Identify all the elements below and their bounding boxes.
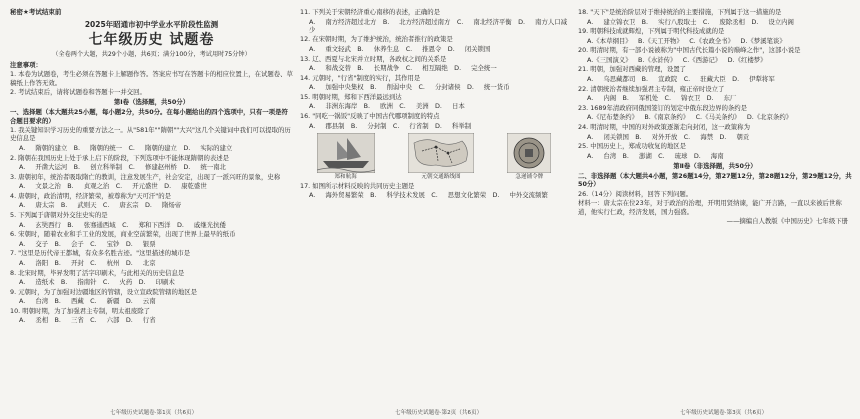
option: C. 相互隔绝 xyxy=(405,64,448,73)
question-text: 8. 北宋时期，毕昇发明了活字印刷术，与此相关的历史信息是 xyxy=(10,268,185,277)
option: C. 废除丞相 xyxy=(702,17,745,26)
option: B. 隋朝的统一 xyxy=(73,144,123,152)
question-text: 17. 如图所示材料反映的共同历史主题是 xyxy=(300,181,415,190)
option: A. 海外贸易繁荣 xyxy=(309,191,364,200)
option: A. 开凿大运河 xyxy=(19,163,68,172)
question-text: 6. 宋朝时，随着农业和手工业的发展，商业空前繁荣，出现了世界上最早的纸币 xyxy=(10,230,236,239)
option: C. 宝钞 xyxy=(90,239,120,248)
option: D. 海南 xyxy=(693,151,724,160)
question-options xyxy=(10,259,293,267)
question-text: 12. 在宋朝时期，为了维护统治，统治者推行的政策是 xyxy=(300,35,453,44)
option: D. 伊犁将军 xyxy=(732,75,775,84)
notes-title: 注意事项： xyxy=(10,60,42,69)
option: D. 行省 xyxy=(125,316,156,325)
column-3 xyxy=(578,8,852,403)
question-options xyxy=(10,144,293,152)
question-options xyxy=(578,75,852,83)
option: B. 实行八股取士 xyxy=(641,17,697,26)
question-text: 24. 明清时期，中国的对外政策逐渐走向封闭，这一政策称为 xyxy=(578,122,750,131)
option: B.《南京条约》 xyxy=(644,113,690,122)
option: C. 新疆 xyxy=(90,297,120,306)
option: B. 会子 xyxy=(54,239,84,248)
question-26: 26.（14分）阅读材料，回答下列问题。 xyxy=(578,189,693,198)
note-item: 1. 本卷为试题卷，考生必须在答题卡上解题作答。答案应书写在答题卡的相应位置上，在试题卷、草稿纸上作答无效。 xyxy=(10,70,293,87)
question-text: 2. 隋朝在我国历史上处于承上启下的阶段，下列选项中不能体现隋朝的表述是 xyxy=(10,153,230,162)
q26-material: 材料一：唐太宗在位23年，对于政治的治理，开明用贤纳谏，能广开言路，一直以来被后世称道，他实行仁政，经济发展，国力强盛。 xyxy=(578,199,842,216)
question-text: 15. 明朝时期，郑和下西洋最远到达 xyxy=(300,92,402,101)
option: B.《水浒传》 xyxy=(638,55,677,64)
question-options xyxy=(300,45,568,53)
option: A. 隋朝的建立 xyxy=(19,144,68,152)
question-options xyxy=(578,37,852,45)
question-options xyxy=(578,113,852,121)
question-text: 21. 明朝，加强对西藏的管理，设置了 xyxy=(578,65,687,74)
option: C.《西游记》 xyxy=(682,55,722,64)
question-text: 19. 明朝科技成就辉煌，下列属于明代科技成就的是 xyxy=(578,27,725,36)
option: D. 设立内阁 xyxy=(751,17,794,26)
question-list xyxy=(300,8,568,130)
figure-row xyxy=(300,133,568,181)
option: B. 武则天 xyxy=(60,201,97,210)
question-text: 3. 唐朝初年，统治者吸取隋亡的教训，注意发展生产，社会安定，出现了一派兴旺的景象，史称 xyxy=(10,172,281,181)
figure-ship xyxy=(317,133,375,181)
option: C. 锦衣卫 xyxy=(664,94,701,103)
question-options xyxy=(10,163,293,171)
column-2 xyxy=(300,8,568,403)
question-text: 18. "天下"是统治阶层对于维持统治的主要措施，下列属于这一措施的是 xyxy=(578,8,782,16)
option: A. 唐太宗 xyxy=(19,201,55,210)
column-1 xyxy=(10,8,293,403)
question-options xyxy=(300,191,568,199)
question-text: 16. "同吃一锅饭"反映了中国古代哪项制度的特点 xyxy=(300,111,440,120)
option: A. 台湾 xyxy=(19,297,49,306)
option: D. 科举制 xyxy=(435,121,472,130)
question-list xyxy=(578,8,852,160)
option: B. 澎湖 xyxy=(622,151,652,160)
option: C. 六部 xyxy=(90,316,120,325)
option: D. 朝贡 xyxy=(719,132,750,141)
exam-meta: （全卷两个大题，共29个小题，共6页；满分100分，考试用时75分钟） xyxy=(52,50,251,58)
option: A. 文景之治 xyxy=(19,182,61,191)
option: D. 南方人口减少 xyxy=(309,17,568,34)
option: C. 南北经济平衡 xyxy=(456,17,512,26)
option: C. 美洲 xyxy=(399,102,429,111)
subject-title: 七年级历史 试题卷 xyxy=(88,31,215,48)
option: A. 内阁 xyxy=(587,94,617,103)
option: A. 交子 xyxy=(19,239,49,248)
volume-2-heading: 第Ⅱ卷（非选择题，共50分） xyxy=(673,161,757,170)
figure-map xyxy=(408,133,474,181)
question-options xyxy=(10,201,293,209)
option: B. 分封制 xyxy=(350,121,387,130)
question-text: 23. 1689年清政府同俄国签订的划定中俄东段边界的条约是 xyxy=(578,103,748,112)
option: C. 郑和下西洋 xyxy=(122,220,171,229)
option: D. 完全统一 xyxy=(454,64,497,73)
option: B. 休养生息 xyxy=(357,44,400,53)
option: D. 统一货币 xyxy=(466,83,510,92)
question-text: 20. 明清时期，有一部小说被称为"中国古代长篇小说的巅峰之作"，这部小说是 xyxy=(578,46,801,55)
question-text: 22. 清朝统治者继续加强君主专制，雍正帝时设立了 xyxy=(578,84,725,93)
option: A. 和战交替 xyxy=(309,64,351,73)
option: B. 欧洲 xyxy=(363,102,393,111)
option: A. 非洲东海岸 xyxy=(309,102,358,111)
option: D.《北京条约》 xyxy=(746,113,793,122)
option: A. 郡县制 xyxy=(309,121,345,130)
ship-image xyxy=(317,133,375,173)
map-image xyxy=(408,133,474,173)
page-footer: 七年级历史试题卷·第2页（共6页） xyxy=(395,410,483,416)
option: A.《三国演义》 xyxy=(587,55,632,64)
option: D. 统一南北 xyxy=(183,163,226,172)
option: A. 重文轻武 xyxy=(309,44,351,53)
question-text: 5. 下列属于唐朝对外交往史实的是 xyxy=(10,211,108,220)
question-options xyxy=(578,94,852,102)
option: C. 行省制 xyxy=(392,121,429,130)
option: B. 指南针 xyxy=(60,278,97,287)
question-options xyxy=(578,18,852,26)
option: C. 杭州 xyxy=(90,258,120,267)
question-text: 11. 下列关于宋朝经济重心南移的表述，正确的是 xyxy=(300,8,441,16)
option: D. 实际的建立 xyxy=(183,144,233,152)
option: A. 闭关锁国 xyxy=(587,132,629,141)
option: B.《天工开物》 xyxy=(638,36,683,45)
option: C. 唐玄宗 xyxy=(102,201,139,210)
option: D. 日本 xyxy=(435,102,465,111)
section-2-heading: 二、非选择题（本大题共4小题，第26题14分，第27题12分，第28题12分，第29题12分，共50分） xyxy=(578,172,852,189)
option: D. 东厂 xyxy=(706,94,737,103)
figure-caption: 郑和航海 xyxy=(334,173,357,180)
question-list xyxy=(10,126,293,324)
option: C. 琉球 xyxy=(658,151,688,160)
question-text: 1. 我关键知识学习历史的重要方法之一。从"581年""隋朝""大兴"这几个关键词中我们可以提取的历史信息是 xyxy=(10,126,291,143)
option: A. 台湾 xyxy=(587,151,617,160)
option: C. 开元盛世 xyxy=(115,182,158,191)
page-footer: 七年级历史试题卷·第3页（共6页） xyxy=(680,410,768,416)
option: C. 推恩令 xyxy=(405,44,442,53)
option: B. 削弱中央 xyxy=(370,83,413,92)
question-text: 10. 明朝时期，为了加强君主专制，明太祖废除了 xyxy=(10,306,151,315)
option: B. 开封 xyxy=(54,258,84,267)
question-options xyxy=(10,297,293,305)
question-options xyxy=(300,18,568,34)
section-1-heading: 一、选择题（本大题共25小题，每小题2分，共50分。在每小题给出的四个选项中，只有一项是符合题目要求的） xyxy=(10,108,288,125)
volume-1-heading: 第Ⅰ卷（选择题，共50分） xyxy=(113,98,190,107)
option: B. 对外开放 xyxy=(635,132,678,141)
option: C. 海禁 xyxy=(683,132,713,141)
token-image xyxy=(507,133,551,173)
option: B. 北方经济超过南方 xyxy=(382,17,451,26)
question-options xyxy=(10,221,293,229)
option: C.《马关条约》 xyxy=(695,113,741,122)
question-text: 4. 唐朝时，政治清明，经济繁荣，被尊称为"天可汗"的是 xyxy=(10,191,171,200)
option: B. 贞观之治 xyxy=(67,182,110,191)
question-list xyxy=(300,182,568,200)
option: B. 西藏 xyxy=(54,297,84,306)
option: B. 长期战争 xyxy=(357,64,400,73)
question-text: 25. 中国历史上，郑成功收复的地区是 xyxy=(578,142,687,151)
option: C. 驻藏大臣 xyxy=(683,75,726,84)
option: D. 中外交流频繁 xyxy=(492,191,548,200)
question-text: 14. 元朝时，"行省"制度的实行，其作用是 xyxy=(300,73,421,82)
option: B. 科学技术发展 xyxy=(370,191,425,200)
option: A. 南方经济超过北方 xyxy=(309,17,377,26)
option: A. 玄奘西行 xyxy=(19,220,61,229)
option: D. 闭关锁国 xyxy=(447,44,491,53)
question-options xyxy=(578,152,852,160)
option: B. 军机处 xyxy=(622,94,659,103)
option: C. 隋朝的建立 xyxy=(128,144,177,152)
option: A. 建立锦衣卫 xyxy=(587,17,636,26)
question-options xyxy=(300,122,568,130)
option: D.《红楼梦》 xyxy=(727,55,767,64)
option: D. 印刷术 xyxy=(138,278,175,287)
figure-caption: 急递铺令牌 xyxy=(515,173,544,180)
option: A. 乌思藏都司 xyxy=(587,75,636,84)
option: D. 隋炀帝 xyxy=(145,201,182,210)
option: A. 造纸术 xyxy=(19,278,55,287)
question-options xyxy=(10,316,293,324)
option: C. 思想文化繁荣 xyxy=(431,191,487,200)
question-options xyxy=(300,83,568,91)
question-text: 9. 元朝时，为了加强对边疆地区的管辖，设立宣政院管辖的地区是 xyxy=(10,287,198,296)
question-options xyxy=(300,64,568,72)
option: B. 宣政院 xyxy=(641,75,678,84)
page-footer: 七年级历史试题卷·第1页（共6页） xyxy=(110,410,198,416)
option: B. 创立科举制 xyxy=(73,163,123,172)
option: A. 加强中央集权 xyxy=(309,83,364,92)
question-options xyxy=(10,182,293,190)
option: C.《农政全书》 xyxy=(689,36,735,45)
option: D. 戚继光抗倭 xyxy=(176,220,226,229)
option: D. 云南 xyxy=(125,297,156,306)
question-text: 13. 辽、西夏与北宋并立时期，各政权之间的关系是 xyxy=(300,54,447,63)
option: C. 分封诸侯 xyxy=(418,83,461,92)
option: A.《本草纲目》 xyxy=(587,36,632,45)
option: A. 丞相 xyxy=(19,316,49,325)
option: A.《尼布楚条约》 xyxy=(587,113,639,122)
question-options xyxy=(10,240,293,248)
option: D.《梦溪笔谈》 xyxy=(740,36,786,45)
question-options xyxy=(10,278,293,286)
figure-token xyxy=(507,133,551,181)
option: C. 火药 xyxy=(102,278,133,287)
question-text: 7. "这里是历代帝王都城，有众多名胜古迹。"这里描述的城市是 xyxy=(10,249,191,258)
option: D. 北京 xyxy=(125,258,156,267)
exam-title: 2025年昭通市初中学业水平阶段性监测 xyxy=(84,20,219,30)
question-options xyxy=(300,102,568,110)
option: B. 三省 xyxy=(54,316,84,325)
question-options xyxy=(578,56,852,64)
option: D. 康乾盛世 xyxy=(164,182,207,191)
note-item: 2. 考试结束后，请将试题卷和答题卡一并交回。 xyxy=(10,88,146,97)
option: D. 银票 xyxy=(125,239,156,248)
q26-source: ——摘编自人教版《中国历史》七年级下册 xyxy=(726,217,848,226)
figure-caption: 元朝交通路线图 xyxy=(421,173,461,180)
option: B. 张骞通西域 xyxy=(67,220,116,229)
option: A. 洛阳 xyxy=(19,258,49,267)
question-options xyxy=(578,133,852,141)
confidential-mark: 秘密★考试结束前 xyxy=(10,8,62,16)
option: C. 修建赵州桥 xyxy=(128,163,177,172)
